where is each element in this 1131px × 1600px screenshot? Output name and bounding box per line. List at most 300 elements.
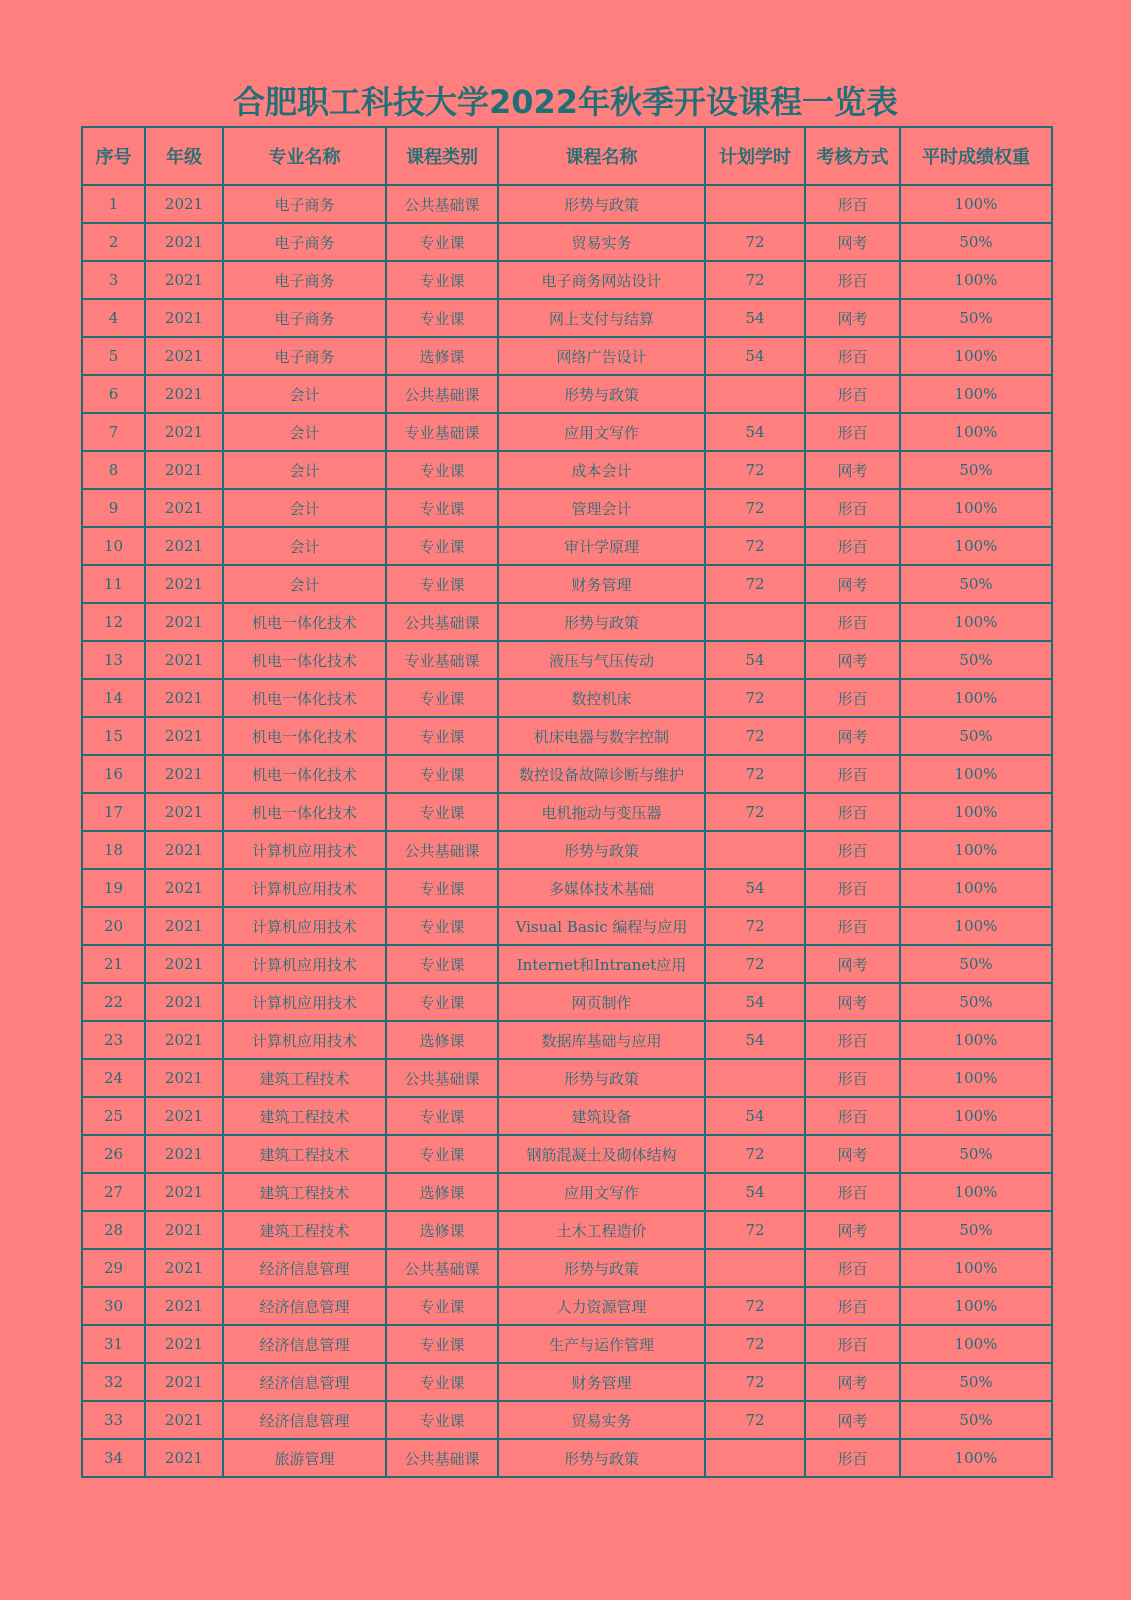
course-name-cell: 形势与政策 <box>498 1059 705 1097</box>
table-row <box>82 831 1052 869</box>
major-cell: 会计 <box>223 451 386 489</box>
course-category-cell: 专业课 <box>386 299 498 337</box>
grade-cell: 2021 <box>145 527 223 565</box>
grade-cell: 2021 <box>145 337 223 375</box>
assessment-method-cell: 形百 <box>805 755 900 793</box>
grade-cell: 2021 <box>145 1097 223 1135</box>
planned-hours-cell: 54 <box>705 1097 805 1135</box>
grade-cell: 2021 <box>145 983 223 1021</box>
index-cell: 33 <box>82 1401 145 1439</box>
table-row <box>82 641 1052 679</box>
major-cell: 机电一体化技术 <box>223 793 386 831</box>
table-row <box>82 527 1052 565</box>
index-cell: 27 <box>82 1173 145 1211</box>
major-cell: 经济信息管理 <box>223 1401 386 1439</box>
table-row <box>82 603 1052 641</box>
course-name-cell: Visual Basic 编程与应用 <box>498 907 705 945</box>
course-category-cell: 公共基础课 <box>386 1059 498 1097</box>
regular-score-weight-cell: 100% <box>900 261 1052 299</box>
index-cell: 15 <box>82 717 145 755</box>
regular-score-weight-cell: 50% <box>900 565 1052 603</box>
course-category-cell: 专业课 <box>386 1325 498 1363</box>
page-title: 合肥职工科技大学2022年秋季开设课程一览表 <box>232 83 899 121</box>
major-cell: 电子商务 <box>223 223 386 261</box>
table-row <box>82 565 1052 603</box>
course-category-cell: 专业课 <box>386 1287 498 1325</box>
course-category-cell: 专业课 <box>386 755 498 793</box>
assessment-method-cell: 网考 <box>805 451 900 489</box>
assessment-method-cell: 形百 <box>805 1325 900 1363</box>
course-category-cell: 公共基础课 <box>386 375 498 413</box>
regular-score-weight-cell: 50% <box>900 1135 1052 1173</box>
planned-hours-cell: 72 <box>705 565 805 603</box>
course-category-cell: 专业课 <box>386 907 498 945</box>
grade-cell: 2021 <box>145 1173 223 1211</box>
course-name-cell: Internet和Intranet应用 <box>498 945 705 983</box>
major-cell: 经济信息管理 <box>223 1287 386 1325</box>
index-cell: 8 <box>82 451 145 489</box>
grade-cell: 2021 <box>145 489 223 527</box>
course-category-cell: 专业基础课 <box>386 641 498 679</box>
assessment-method-cell: 形百 <box>805 869 900 907</box>
grade-cell: 2021 <box>145 869 223 907</box>
grade-cell: 2021 <box>145 1249 223 1287</box>
index-cell: 26 <box>82 1135 145 1173</box>
regular-score-weight-cell: 50% <box>900 945 1052 983</box>
assessment-method-cell: 形百 <box>805 1173 900 1211</box>
planned-hours-cell: 54 <box>705 337 805 375</box>
major-cell: 电子商务 <box>223 261 386 299</box>
major-cell: 经济信息管理 <box>223 1363 386 1401</box>
course-name-cell: 审计学原理 <box>498 527 705 565</box>
table-row <box>82 1401 1052 1439</box>
course-category-cell: 专业课 <box>386 1135 498 1173</box>
assessment-method-cell: 形百 <box>805 185 900 223</box>
regular-score-weight-cell: 100% <box>900 337 1052 375</box>
index-cell: 24 <box>82 1059 145 1097</box>
index-cell: 3 <box>82 261 145 299</box>
table-row <box>82 1287 1052 1325</box>
planned-hours-cell: 54 <box>705 983 805 1021</box>
regular-score-weight-cell: 100% <box>900 679 1052 717</box>
course-name-cell: 电子商务网站设计 <box>498 261 705 299</box>
assessment-method-cell: 网考 <box>805 223 900 261</box>
planned-hours-cell <box>705 1439 805 1477</box>
regular-score-weight-cell: 100% <box>900 1325 1052 1363</box>
course-name-cell: 形势与政策 <box>498 603 705 641</box>
planned-hours-cell: 54 <box>705 413 805 451</box>
table-row <box>82 1439 1052 1477</box>
grade-cell: 2021 <box>145 1211 223 1249</box>
planned-hours-cell: 54 <box>705 1021 805 1059</box>
table-row <box>82 679 1052 717</box>
index-cell: 19 <box>82 869 145 907</box>
header-course-category: 课程类别 <box>386 127 498 185</box>
regular-score-weight-cell: 100% <box>900 793 1052 831</box>
index-cell: 11 <box>82 565 145 603</box>
major-cell: 建筑工程技术 <box>223 1135 386 1173</box>
regular-score-weight-cell: 100% <box>900 375 1052 413</box>
table-row <box>82 907 1052 945</box>
index-cell: 5 <box>82 337 145 375</box>
course-category-cell: 选修课 <box>386 1173 498 1211</box>
course-category-cell: 专业课 <box>386 679 498 717</box>
table-row <box>82 489 1052 527</box>
planned-hours-cell: 72 <box>705 489 805 527</box>
course-category-cell: 公共基础课 <box>386 185 498 223</box>
index-cell: 9 <box>82 489 145 527</box>
grade-cell: 2021 <box>145 603 223 641</box>
grade-cell: 2021 <box>145 1363 223 1401</box>
course-name-cell: 网上支付与结算 <box>498 299 705 337</box>
planned-hours-cell: 72 <box>705 1325 805 1363</box>
assessment-method-cell: 网考 <box>805 641 900 679</box>
assessment-method-cell: 形百 <box>805 1059 900 1097</box>
course-category-cell: 公共基础课 <box>386 831 498 869</box>
grade-cell: 2021 <box>145 1401 223 1439</box>
index-cell: 28 <box>82 1211 145 1249</box>
grade-cell: 2021 <box>145 375 223 413</box>
table-row <box>82 983 1052 1021</box>
course-table <box>81 126 1053 1478</box>
grade-cell: 2021 <box>145 223 223 261</box>
index-cell: 34 <box>82 1439 145 1477</box>
major-cell: 电子商务 <box>223 299 386 337</box>
table-row <box>82 1211 1052 1249</box>
assessment-method-cell: 形百 <box>805 1249 900 1287</box>
course-name-cell: 应用文写作 <box>498 413 705 451</box>
regular-score-weight-cell: 50% <box>900 223 1052 261</box>
major-cell: 会计 <box>223 413 386 451</box>
regular-score-weight-cell: 100% <box>900 1097 1052 1135</box>
table-row <box>82 1325 1052 1363</box>
course-name-cell: 建筑设备 <box>498 1097 705 1135</box>
assessment-method-cell: 网考 <box>805 945 900 983</box>
planned-hours-cell: 72 <box>705 1211 805 1249</box>
table-body <box>82 185 1052 1477</box>
planned-hours-cell: 72 <box>705 223 805 261</box>
index-cell: 25 <box>82 1097 145 1135</box>
index-cell: 14 <box>82 679 145 717</box>
major-cell: 建筑工程技术 <box>223 1173 386 1211</box>
table-row <box>82 1097 1052 1135</box>
planned-hours-cell: 72 <box>705 1363 805 1401</box>
table-row <box>82 375 1052 413</box>
course-name-cell: 形势与政策 <box>498 1439 705 1477</box>
course-name-cell: 成本会计 <box>498 451 705 489</box>
regular-score-weight-cell: 100% <box>900 1439 1052 1477</box>
regular-score-weight-cell: 50% <box>900 451 1052 489</box>
index-cell: 13 <box>82 641 145 679</box>
major-cell: 建筑工程技术 <box>223 1059 386 1097</box>
major-cell: 经济信息管理 <box>223 1249 386 1287</box>
course-category-cell: 专业课 <box>386 717 498 755</box>
table-row <box>82 793 1052 831</box>
course-name-cell: 管理会计 <box>498 489 705 527</box>
course-name-cell: 网络广告设计 <box>498 337 705 375</box>
regular-score-weight-cell: 100% <box>900 1249 1052 1287</box>
assessment-method-cell: 形百 <box>805 1287 900 1325</box>
major-cell: 机电一体化技术 <box>223 603 386 641</box>
planned-hours-cell: 72 <box>705 755 805 793</box>
regular-score-weight-cell: 100% <box>900 831 1052 869</box>
index-cell: 4 <box>82 299 145 337</box>
regular-score-weight-cell: 100% <box>900 603 1052 641</box>
assessment-method-cell: 形百 <box>805 261 900 299</box>
major-cell: 建筑工程技术 <box>223 1097 386 1135</box>
assessment-method-cell: 形百 <box>805 375 900 413</box>
table-row <box>82 451 1052 489</box>
index-cell: 10 <box>82 527 145 565</box>
course-category-cell: 公共基础课 <box>386 1439 498 1477</box>
major-cell: 会计 <box>223 527 386 565</box>
course-category-cell: 选修课 <box>386 1021 498 1059</box>
regular-score-weight-cell: 100% <box>900 527 1052 565</box>
table-row <box>82 1059 1052 1097</box>
planned-hours-cell <box>705 831 805 869</box>
grade-cell: 2021 <box>145 831 223 869</box>
grade-cell: 2021 <box>145 1439 223 1477</box>
course-category-cell: 专业课 <box>386 983 498 1021</box>
course-name-cell: 数据库基础与应用 <box>498 1021 705 1059</box>
assessment-method-cell: 网考 <box>805 983 900 1021</box>
assessment-method-cell: 形百 <box>805 413 900 451</box>
assessment-method-cell: 形百 <box>805 1439 900 1477</box>
table-row <box>82 223 1052 261</box>
major-cell: 旅游管理 <box>223 1439 386 1477</box>
regular-score-weight-cell: 100% <box>900 1021 1052 1059</box>
major-cell: 会计 <box>223 489 386 527</box>
header-course-name: 课程名称 <box>498 127 705 185</box>
course-name-cell: 财务管理 <box>498 565 705 603</box>
planned-hours-cell: 72 <box>705 945 805 983</box>
planned-hours-cell: 54 <box>705 1173 805 1211</box>
grade-cell: 2021 <box>145 717 223 755</box>
planned-hours-cell: 72 <box>705 1135 805 1173</box>
course-name-cell: 土木工程造价 <box>498 1211 705 1249</box>
major-cell: 计算机应用技术 <box>223 983 386 1021</box>
course-category-cell: 专业课 <box>386 869 498 907</box>
course-name-cell: 形势与政策 <box>498 831 705 869</box>
course-category-cell: 专业课 <box>386 565 498 603</box>
assessment-method-cell: 网考 <box>805 1401 900 1439</box>
regular-score-weight-cell: 100% <box>900 1287 1052 1325</box>
assessment-method-cell: 网考 <box>805 1135 900 1173</box>
course-name-cell: 电机拖动与变压器 <box>498 793 705 831</box>
grade-cell: 2021 <box>145 755 223 793</box>
index-cell: 21 <box>82 945 145 983</box>
index-cell: 6 <box>82 375 145 413</box>
course-name-cell: 应用文写作 <box>498 1173 705 1211</box>
major-cell: 建筑工程技术 <box>223 1211 386 1249</box>
grade-cell: 2021 <box>145 451 223 489</box>
grade-cell: 2021 <box>145 299 223 337</box>
course-category-cell: 选修课 <box>386 337 498 375</box>
regular-score-weight-cell: 100% <box>900 907 1052 945</box>
major-cell: 计算机应用技术 <box>223 869 386 907</box>
index-cell: 22 <box>82 983 145 1021</box>
course-category-cell: 专业课 <box>386 1401 498 1439</box>
major-cell: 计算机应用技术 <box>223 945 386 983</box>
planned-hours-cell: 72 <box>705 793 805 831</box>
major-cell: 电子商务 <box>223 185 386 223</box>
planned-hours-cell: 72 <box>705 1401 805 1439</box>
course-category-cell: 选修课 <box>386 1211 498 1249</box>
regular-score-weight-cell: 50% <box>900 299 1052 337</box>
grade-cell: 2021 <box>145 261 223 299</box>
grade-cell: 2021 <box>145 1021 223 1059</box>
table-row <box>82 945 1052 983</box>
grade-cell: 2021 <box>145 185 223 223</box>
course-category-cell: 专业课 <box>386 489 498 527</box>
regular-score-weight-cell: 100% <box>900 869 1052 907</box>
grade-cell: 2021 <box>145 1287 223 1325</box>
index-cell: 17 <box>82 793 145 831</box>
course-category-cell: 公共基础课 <box>386 1249 498 1287</box>
regular-score-weight-cell: 50% <box>900 1211 1052 1249</box>
assessment-method-cell: 形百 <box>805 679 900 717</box>
regular-score-weight-cell: 100% <box>900 1173 1052 1211</box>
assessment-method-cell: 网考 <box>805 1363 900 1401</box>
course-category-cell: 专业课 <box>386 1097 498 1135</box>
table-row <box>82 261 1052 299</box>
table-row <box>82 1021 1052 1059</box>
assessment-method-cell: 形百 <box>805 1097 900 1135</box>
grade-cell: 2021 <box>145 641 223 679</box>
course-name-cell: 网页制作 <box>498 983 705 1021</box>
course-name-cell: 形势与政策 <box>498 185 705 223</box>
index-cell: 30 <box>82 1287 145 1325</box>
planned-hours-cell: 54 <box>705 869 805 907</box>
major-cell: 计算机应用技术 <box>223 907 386 945</box>
grade-cell: 2021 <box>145 679 223 717</box>
index-cell: 18 <box>82 831 145 869</box>
assessment-method-cell: 网考 <box>805 565 900 603</box>
assessment-method-cell: 网考 <box>805 1211 900 1249</box>
course-category-cell: 专业课 <box>386 1363 498 1401</box>
course-category-cell: 专业课 <box>386 793 498 831</box>
assessment-method-cell: 网考 <box>805 299 900 337</box>
course-name-cell: 数控设备故障诊断与维护 <box>498 755 705 793</box>
index-cell: 1 <box>82 185 145 223</box>
major-cell: 机电一体化技术 <box>223 717 386 755</box>
planned-hours-cell: 72 <box>705 451 805 489</box>
major-cell: 机电一体化技术 <box>223 641 386 679</box>
planned-hours-cell: 72 <box>705 907 805 945</box>
grade-cell: 2021 <box>145 793 223 831</box>
index-cell: 20 <box>82 907 145 945</box>
planned-hours-cell <box>705 375 805 413</box>
header-major: 专业名称 <box>223 127 386 185</box>
planned-hours-cell <box>705 1059 805 1097</box>
course-category-cell: 专业课 <box>386 451 498 489</box>
regular-score-weight-cell: 100% <box>900 1059 1052 1097</box>
assessment-method-cell: 形百 <box>805 793 900 831</box>
header-grade: 年级 <box>145 127 223 185</box>
header-planned-hours: 计划学时 <box>705 127 805 185</box>
major-cell: 计算机应用技术 <box>223 1021 386 1059</box>
course-category-cell: 公共基础课 <box>386 603 498 641</box>
header-regular-score-weight: 平时成绩权重 <box>900 127 1052 185</box>
course-category-cell: 专业课 <box>386 223 498 261</box>
assessment-method-cell: 形百 <box>805 1021 900 1059</box>
planned-hours-cell: 72 <box>705 527 805 565</box>
grade-cell: 2021 <box>145 1325 223 1363</box>
planned-hours-cell: 54 <box>705 641 805 679</box>
index-cell: 16 <box>82 755 145 793</box>
regular-score-weight-cell: 100% <box>900 413 1052 451</box>
grade-cell: 2021 <box>145 907 223 945</box>
table-row <box>82 299 1052 337</box>
regular-score-weight-cell: 50% <box>900 1363 1052 1401</box>
planned-hours-cell: 54 <box>705 299 805 337</box>
major-cell: 机电一体化技术 <box>223 679 386 717</box>
course-name-cell: 多媒体技术基础 <box>498 869 705 907</box>
index-cell: 31 <box>82 1325 145 1363</box>
major-cell: 会计 <box>223 565 386 603</box>
course-name-cell: 财务管理 <box>498 1363 705 1401</box>
course-name-cell: 贸易实务 <box>498 1401 705 1439</box>
course-name-cell: 生产与运作管理 <box>498 1325 705 1363</box>
index-cell: 12 <box>82 603 145 641</box>
assessment-method-cell: 形百 <box>805 489 900 527</box>
table-row <box>82 717 1052 755</box>
course-category-cell: 专业课 <box>386 945 498 983</box>
course-category-cell: 专业课 <box>386 527 498 565</box>
assessment-method-cell: 形百 <box>805 337 900 375</box>
major-cell: 机电一体化技术 <box>223 755 386 793</box>
course-name-cell: 人力资源管理 <box>498 1287 705 1325</box>
table-row <box>82 869 1052 907</box>
regular-score-weight-cell: 50% <box>900 717 1052 755</box>
planned-hours-cell <box>705 1249 805 1287</box>
table-row <box>82 755 1052 793</box>
regular-score-weight-cell: 50% <box>900 641 1052 679</box>
grade-cell: 2021 <box>145 565 223 603</box>
planned-hours-cell: 72 <box>705 1287 805 1325</box>
assessment-method-cell: 形百 <box>805 527 900 565</box>
regular-score-weight-cell: 100% <box>900 489 1052 527</box>
regular-score-weight-cell: 100% <box>900 755 1052 793</box>
table-row <box>82 185 1052 223</box>
table-row <box>82 1135 1052 1173</box>
grade-cell: 2021 <box>145 413 223 451</box>
course-name-cell: 形势与政策 <box>498 1249 705 1287</box>
regular-score-weight-cell: 50% <box>900 983 1052 1021</box>
planned-hours-cell: 72 <box>705 679 805 717</box>
planned-hours-cell <box>705 603 805 641</box>
assessment-method-cell: 形百 <box>805 831 900 869</box>
header-assessment-method: 考核方式 <box>805 127 900 185</box>
table-row <box>82 337 1052 375</box>
course-category-cell: 专业课 <box>386 261 498 299</box>
major-cell: 经济信息管理 <box>223 1325 386 1363</box>
index-cell: 23 <box>82 1021 145 1059</box>
regular-score-weight-cell: 100% <box>900 185 1052 223</box>
planned-hours-cell: 72 <box>705 717 805 755</box>
assessment-method-cell: 形百 <box>805 603 900 641</box>
index-cell: 7 <box>82 413 145 451</box>
major-cell: 计算机应用技术 <box>223 831 386 869</box>
index-cell: 29 <box>82 1249 145 1287</box>
table-row <box>82 1249 1052 1287</box>
index-cell: 32 <box>82 1363 145 1401</box>
course-name-cell: 液压与气压传动 <box>498 641 705 679</box>
table-header-row <box>82 127 1052 185</box>
planned-hours-cell: 72 <box>705 261 805 299</box>
course-name-cell: 数控机床 <box>498 679 705 717</box>
grade-cell: 2021 <box>145 1059 223 1097</box>
